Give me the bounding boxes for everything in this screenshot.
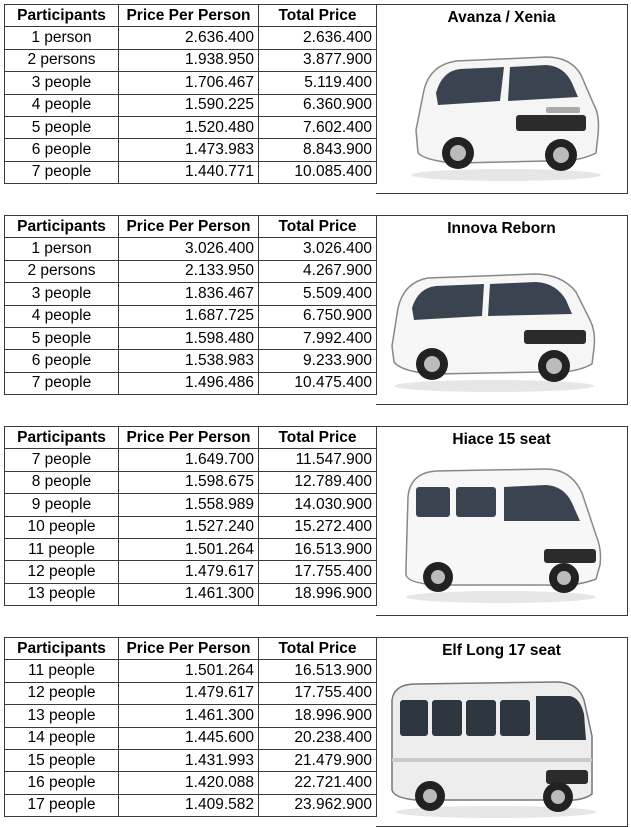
header-participants: Participants	[5, 638, 119, 660]
table-row	[5, 305, 377, 327]
price-per-person-cell: 1.420.088	[119, 772, 259, 794]
table-row	[5, 238, 377, 260]
table-row	[5, 583, 377, 605]
participants-cell: 6 people	[5, 139, 119, 161]
participants-cell: 7 people	[5, 161, 119, 183]
price-block-elf	[4, 637, 628, 827]
price-table	[4, 426, 377, 606]
header-price-per-person: Price Per Person	[119, 216, 259, 238]
total-price-cell: 12.789.400	[259, 471, 377, 493]
vehicle-panel	[376, 215, 628, 405]
participants-cell: 2 persons	[5, 49, 119, 71]
total-price-cell: 7.992.400	[259, 327, 377, 349]
participants-cell: 10 people	[5, 516, 119, 538]
vehicle-panel	[376, 426, 628, 616]
white-mpv-car-icon	[384, 246, 604, 396]
price-per-person-cell: 1.520.480	[119, 116, 259, 138]
price-per-person-cell: 1.479.617	[119, 561, 259, 583]
vehicle-name: Innova Reborn	[447, 220, 556, 237]
participants-cell: 12 people	[5, 561, 119, 583]
total-price-cell: 10.085.400	[259, 161, 377, 183]
table-row	[5, 116, 377, 138]
total-price-cell: 4.267.900	[259, 260, 377, 282]
total-price-cell: 6.360.900	[259, 94, 377, 116]
vehicle-name: Elf Long 17 seat	[442, 642, 561, 659]
header-price-per-person: Price Per Person	[119, 638, 259, 660]
price-per-person-cell: 1.431.993	[119, 749, 259, 771]
table-row	[5, 72, 377, 94]
participants-cell: 8 people	[5, 471, 119, 493]
price-block-avanza	[4, 4, 628, 194]
total-price-cell: 16.513.900	[259, 660, 377, 682]
header-total-price: Total Price	[259, 5, 377, 27]
price-per-person-cell: 1.440.771	[119, 161, 259, 183]
total-price-cell: 5.119.400	[259, 72, 377, 94]
total-price-cell: 20.238.400	[259, 727, 377, 749]
total-price-cell: 18.996.900	[259, 705, 377, 727]
table-row	[5, 705, 377, 727]
price-per-person-cell: 1.501.264	[119, 538, 259, 560]
header-participants: Participants	[5, 5, 119, 27]
total-price-cell: 9.233.900	[259, 350, 377, 372]
vehicle-name: Hiace 15 seat	[452, 431, 551, 448]
total-price-cell: 3.877.900	[259, 49, 377, 71]
table-row	[5, 327, 377, 349]
participants-cell: 3 people	[5, 283, 119, 305]
table-row	[5, 794, 377, 816]
table-row	[5, 139, 377, 161]
participants-cell: 12 people	[5, 682, 119, 704]
price-per-person-cell: 3.026.400	[119, 238, 259, 260]
participants-cell: 1 person	[5, 238, 119, 260]
header-price-per-person: Price Per Person	[119, 427, 259, 449]
price-per-person-cell: 1.687.725	[119, 305, 259, 327]
participants-cell: 7 people	[5, 449, 119, 471]
header-total-price: Total Price	[259, 427, 377, 449]
table-row	[5, 49, 377, 71]
participants-cell: 4 people	[5, 305, 119, 327]
participants-cell: 1 person	[5, 27, 119, 49]
price-per-person-cell: 1.538.983	[119, 350, 259, 372]
table-row	[5, 538, 377, 560]
vehicle-panel	[376, 4, 628, 194]
participants-cell: 5 people	[5, 116, 119, 138]
price-per-person-cell: 1.461.300	[119, 705, 259, 727]
price-block-innova	[4, 215, 628, 405]
total-price-cell: 6.750.900	[259, 305, 377, 327]
participants-cell: 14 people	[5, 727, 119, 749]
participants-cell: 17 people	[5, 794, 119, 816]
price-per-person-cell: 1.445.600	[119, 727, 259, 749]
table-row	[5, 27, 377, 49]
participants-cell: 4 people	[5, 94, 119, 116]
white-mpv-car-icon	[396, 35, 606, 185]
header-total-price: Total Price	[259, 638, 377, 660]
vehicle-panel	[376, 637, 628, 827]
total-price-cell: 17.755.400	[259, 561, 377, 583]
table-row	[5, 516, 377, 538]
total-price-cell: 8.843.900	[259, 139, 377, 161]
table-row	[5, 372, 377, 394]
total-price-cell: 22.721.400	[259, 772, 377, 794]
table-row	[5, 94, 377, 116]
price-per-person-cell: 1.527.240	[119, 516, 259, 538]
total-price-cell: 11.547.900	[259, 449, 377, 471]
table-header-row	[5, 638, 377, 660]
table-row	[5, 161, 377, 183]
white-minibus-icon	[386, 666, 606, 821]
price-per-person-cell: 2.133.950	[119, 260, 259, 282]
participants-cell: 3 people	[5, 72, 119, 94]
participants-cell: 16 people	[5, 772, 119, 794]
total-price-cell: 7.602.400	[259, 116, 377, 138]
total-price-cell: 5.509.400	[259, 283, 377, 305]
price-per-person-cell: 1.598.675	[119, 471, 259, 493]
table-row	[5, 727, 377, 749]
price-table	[4, 215, 377, 395]
participants-cell: 7 people	[5, 372, 119, 394]
price-table	[4, 4, 377, 184]
table-row	[5, 260, 377, 282]
price-per-person-cell: 1.501.264	[119, 660, 259, 682]
price-per-person-cell: 1.496.486	[119, 372, 259, 394]
vehicle-name: Avanza / Xenia	[447, 9, 556, 26]
total-price-cell: 23.962.900	[259, 794, 377, 816]
price-per-person-cell: 1.836.467	[119, 283, 259, 305]
participants-cell: 9 people	[5, 494, 119, 516]
participants-cell: 15 people	[5, 749, 119, 771]
price-per-person-cell: 1.473.983	[119, 139, 259, 161]
table-header-row	[5, 216, 377, 238]
table-row	[5, 749, 377, 771]
price-per-person-cell: 1.938.950	[119, 49, 259, 71]
total-price-cell: 18.996.900	[259, 583, 377, 605]
table-row	[5, 682, 377, 704]
total-price-cell: 10.475.400	[259, 372, 377, 394]
table-header-row	[5, 5, 377, 27]
total-price-cell: 21.479.900	[259, 749, 377, 771]
price-per-person-cell: 1.590.225	[119, 94, 259, 116]
total-price-cell: 16.513.900	[259, 538, 377, 560]
table-row	[5, 561, 377, 583]
header-price-per-person: Price Per Person	[119, 5, 259, 27]
price-per-person-cell: 1.558.989	[119, 494, 259, 516]
total-price-cell: 2.636.400	[259, 27, 377, 49]
price-per-person-cell: 1.598.480	[119, 327, 259, 349]
header-participants: Participants	[5, 427, 119, 449]
price-block-hiace	[4, 426, 628, 616]
participants-cell: 2 persons	[5, 260, 119, 282]
table-row	[5, 449, 377, 471]
participants-cell: 13 people	[5, 705, 119, 727]
participants-cell: 11 people	[5, 660, 119, 682]
total-price-cell: 15.272.400	[259, 516, 377, 538]
participants-cell: 6 people	[5, 350, 119, 372]
table-row	[5, 471, 377, 493]
price-per-person-cell: 1.409.582	[119, 794, 259, 816]
table-row	[5, 283, 377, 305]
total-price-cell: 17.755.400	[259, 682, 377, 704]
participants-cell: 5 people	[5, 327, 119, 349]
total-price-cell: 3.026.400	[259, 238, 377, 260]
header-participants: Participants	[5, 216, 119, 238]
price-per-person-cell: 1.706.467	[119, 72, 259, 94]
table-row	[5, 350, 377, 372]
price-per-person-cell: 1.461.300	[119, 583, 259, 605]
white-van-icon	[396, 457, 606, 607]
price-table	[4, 637, 377, 817]
table-row	[5, 660, 377, 682]
table-row	[5, 772, 377, 794]
participants-cell: 13 people	[5, 583, 119, 605]
price-per-person-cell: 1.479.617	[119, 682, 259, 704]
price-per-person-cell: 2.636.400	[119, 27, 259, 49]
price-per-person-cell: 1.649.700	[119, 449, 259, 471]
table-row	[5, 494, 377, 516]
total-price-cell: 14.030.900	[259, 494, 377, 516]
table-header-row	[5, 427, 377, 449]
header-total-price: Total Price	[259, 216, 377, 238]
participants-cell: 11 people	[5, 538, 119, 560]
